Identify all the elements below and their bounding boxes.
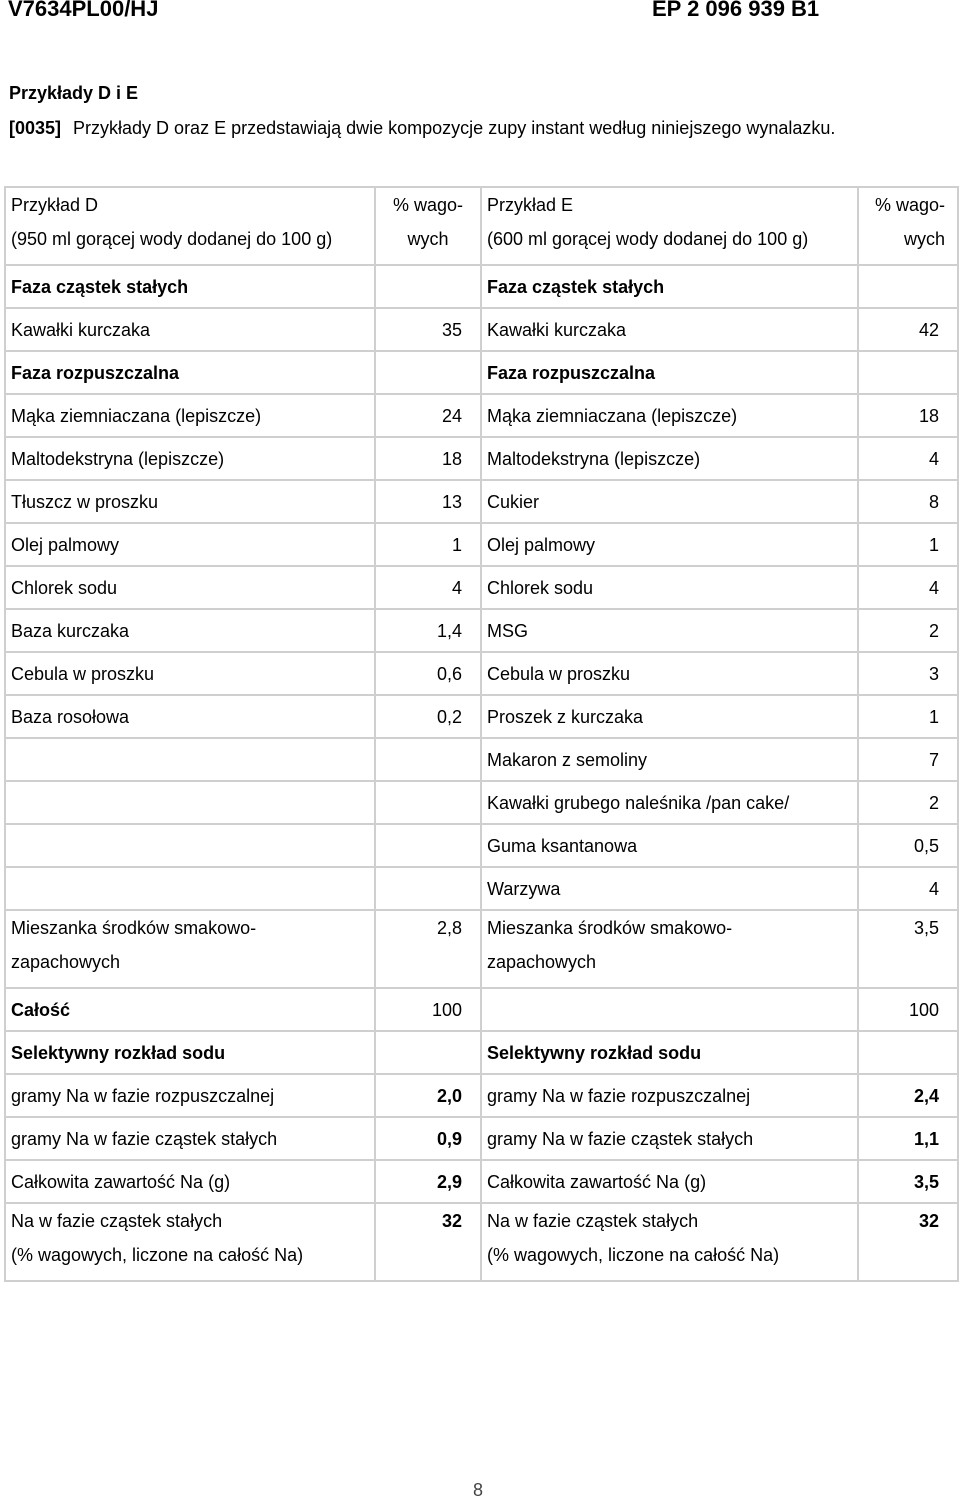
weight-percent-d [375,867,481,910]
line-1: Mieszanka środków smakowo- [11,918,257,938]
table-row [5,523,958,566]
line-1: Mieszanka środków smakowo- [487,918,733,938]
weight-percent-d: 35 [375,308,481,351]
ingredient-e: Cebula w proszku [481,652,858,695]
weight-percent-d: 24 [375,394,481,437]
ingredient-d: Kawałki kurczaka [5,308,375,351]
table-row-sodium [5,1160,958,1203]
paragraph-number: [0035] [9,118,62,138]
weight-percent-e: 1 [858,695,958,738]
ingredient-d [5,824,375,867]
na-percent-value-e: 32 [858,1203,958,1281]
document-reference: V7634PL00/HJ [8,0,159,21]
table-row [5,652,958,695]
ingredient-e: MSG [481,609,858,652]
pct-line1: % wago- [874,195,945,215]
table-row-na-percent [5,1203,958,1281]
flavor-mix-d [5,910,375,988]
ingredient-e: Kawałki kurczaka [481,308,858,351]
example-d-subtitle: (950 ml gorącej wody dodanej do 100 g) [11,229,333,249]
sodium-label-e: Całkowita zawartość Na (g) [481,1160,858,1203]
table-row [5,265,958,308]
sodium-value-d: 0,9 [375,1117,481,1160]
ingredient-d: Baza kurczaka [5,609,375,652]
ingredient-d: Maltodekstryna (lepiszcze) [5,437,375,480]
ingredient-e: Warzywa [481,867,858,910]
table-row [5,566,958,609]
weight-percent-e: 4 [858,437,958,480]
ingredient-e: Proszek z kurczaka [481,695,858,738]
weight-percent-e [858,265,958,308]
table-header-row [5,187,958,265]
ingredient-e: Faza cząstek stałych [481,265,858,308]
table-row [5,308,958,351]
total-value-d: 100 [375,988,481,1031]
sodium-label-d: gramy Na w fazie cząstek stałych [5,1117,375,1160]
line-2: (% wagowych, liczone na całość Na) [487,1245,780,1265]
weight-percent-d [375,738,481,781]
weight-percent-d [375,781,481,824]
weight-percent-d: 1 [375,523,481,566]
sodium-label-e: gramy Na w fazie rozpuszczalnej [481,1074,858,1117]
table-row [5,695,958,738]
weight-percent-e: 2 [858,609,958,652]
weight-percent-e: 42 [858,308,958,351]
na-percent-label-e [481,1203,858,1281]
table-row [5,867,958,910]
weight-percent-e: 1 [858,523,958,566]
example-e-subtitle: (600 ml gorącej wody dodanej do 100 g) [487,229,809,249]
ingredient-e: Mąka ziemniaczana (lepiszcze) [481,394,858,437]
line-2: (% wagowych, liczone na całość Na) [11,1245,304,1265]
weight-percent-d: 18 [375,437,481,480]
table-row-sodium [5,1117,958,1160]
ingredient-d [5,738,375,781]
table-row-total [5,988,958,1031]
ingredient-e: Chlorek sodu [481,566,858,609]
pct-line2: wych [407,229,449,249]
ingredient-d: Cebula w proszku [5,652,375,695]
weight-percent-e: 0,5 [858,824,958,867]
table-row [5,394,958,437]
weight-percent-d: 4 [375,566,481,609]
ingredient-d: Faza cząstek stałych [5,265,375,308]
ingredient-d [5,781,375,824]
flavor-mix-value-e: 3,5 [858,910,958,988]
sodium-heading-d: Selektywny rozkład sodu [5,1031,375,1074]
table-row [5,609,958,652]
ingredient-d: Olej palmowy [5,523,375,566]
sodium-label-d: Całkowita zawartość Na (g) [5,1160,375,1203]
header-weight-percent-e [858,187,958,265]
ingredient-d [5,867,375,910]
table-row [5,351,958,394]
header-example-d [5,187,375,265]
na-percent-label-d [5,1203,375,1281]
ingredient-d: Baza rosołowa [5,695,375,738]
table-row [5,738,958,781]
weight-percent-d [375,351,481,394]
sodium-value-e: 3,5 [858,1160,958,1203]
sodium-label-e: gramy Na w fazie cząstek stałych [481,1117,858,1160]
ingredient-e: Makaron z semoliny [481,738,858,781]
sodium-value-d: 2,0 [375,1074,481,1117]
weight-percent-e [858,351,958,394]
weight-percent-e: 4 [858,566,958,609]
line-1: Na w fazie cząstek stałych [487,1211,699,1231]
patent-number: EP 2 096 939 B1 [652,0,820,21]
weight-percent-e: 7 [858,738,958,781]
weight-percent-d: 0,2 [375,695,481,738]
table-row-sodium [5,1074,958,1117]
weight-percent-e: 4 [858,867,958,910]
ingredient-d: Chlorek sodu [5,566,375,609]
table-row [5,781,958,824]
sodium-value-e: 1,1 [858,1117,958,1160]
ingredient-e: Kawałki grubego naleśnika /pan cake/ [481,781,858,824]
pct-line1: % wago- [392,195,464,215]
sodium-label-d: gramy Na w fazie rozpuszczalnej [5,1074,375,1117]
weight-percent-d: 1,4 [375,609,481,652]
line-1: Na w fazie cząstek stałych [11,1211,223,1231]
line-2: zapachowych [487,952,597,972]
example-d-title: Przykład D [11,195,99,215]
paragraph-text: Przykłady D oraz E przedstawiają dwie kompozycje zupy instant według niniejszego wynalazku. [73,118,836,138]
table-row [5,480,958,523]
ingredient-d: Mąka ziemniaczana (lepiszcze) [5,394,375,437]
ingredient-e: Guma ksantanowa [481,824,858,867]
pct-line2: wych [903,229,945,249]
page-number: 8 [473,1480,484,1500]
ingredient-e: Faza rozpuszczalna [481,351,858,394]
total-label: Całość [5,988,375,1031]
table-row-flavor-mix [5,910,958,988]
header-weight-percent-d [375,187,481,265]
table-row-sodium-heading [5,1031,958,1074]
weight-percent-d [375,265,481,308]
total-empty [481,988,858,1031]
weight-percent-d [375,824,481,867]
ingredient-d: Faza rozpuszczalna [5,351,375,394]
line-2: zapachowych [11,952,121,972]
section-heading: Przykłady D i E [9,83,139,103]
composition-table [4,186,959,1282]
sodium-value-e: 2,4 [858,1074,958,1117]
example-e-title: Przykład E [487,195,574,215]
sodium-heading-e: Selektywny rozkład sodu [481,1031,858,1074]
header-example-e [481,187,858,265]
flavor-mix-e [481,910,858,988]
total-value-e: 100 [858,988,958,1031]
weight-percent-e: 3 [858,652,958,695]
table-row [5,437,958,480]
sodium-value-d: 2,9 [375,1160,481,1203]
paragraph [9,118,835,139]
empty-cell [858,1031,958,1074]
weight-percent-d: 0,6 [375,652,481,695]
na-percent-value-d: 32 [375,1203,481,1281]
table-row [5,824,958,867]
weight-percent-e: 18 [858,394,958,437]
ingredient-e: Cukier [481,480,858,523]
ingredient-d: Tłuszcz w proszku [5,480,375,523]
weight-percent-d: 13 [375,480,481,523]
ingredient-e: Olej palmowy [481,523,858,566]
empty-cell [375,1031,481,1074]
weight-percent-e: 8 [858,480,958,523]
flavor-mix-value-d: 2,8 [375,910,481,988]
weight-percent-e: 2 [858,781,958,824]
ingredient-e: Maltodekstryna (lepiszcze) [481,437,858,480]
